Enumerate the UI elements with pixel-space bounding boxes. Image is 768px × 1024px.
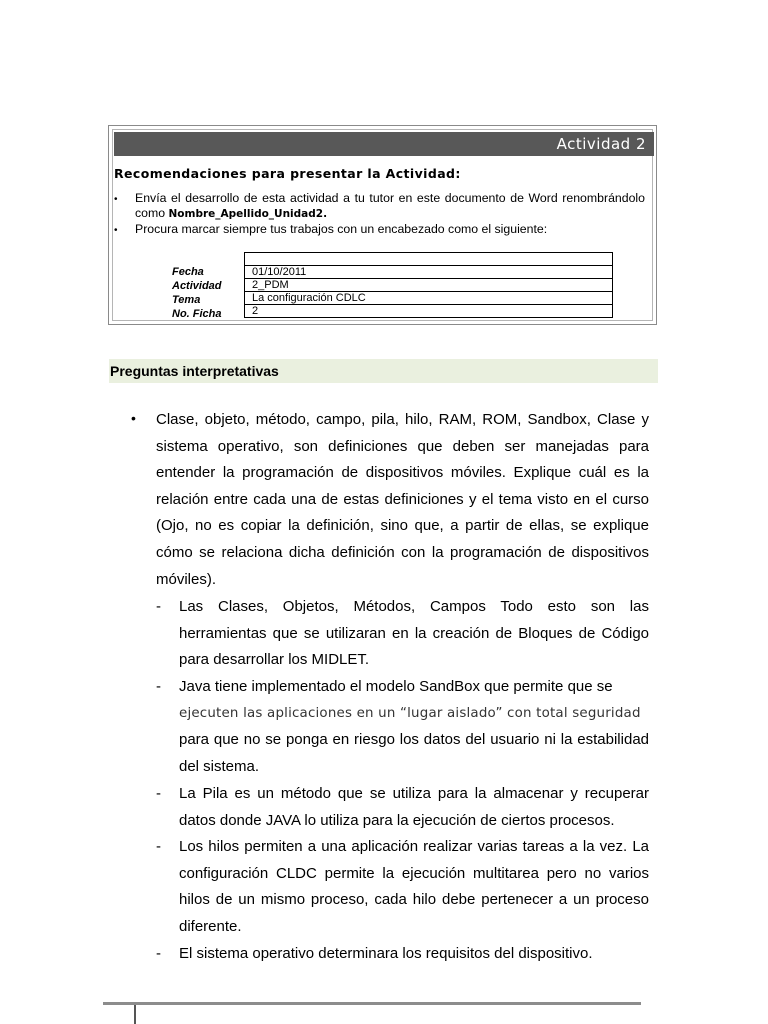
- header-labels: [172, 265, 222, 321]
- answer-item-2-line-2: ejecuten las aplicaciones en un “lugar aislado” con total seguridad: [179, 705, 641, 721]
- recommendation-item-2: Procura marcar siempre tus trabajos con un encabezado como el siguiente:: [135, 222, 548, 236]
- recommendation-filename: Nombre_Apellido_Unidad2.: [168, 208, 328, 220]
- bullet-icon: •: [131, 410, 136, 426]
- header-label-tema: Tema: [172, 294, 201, 306]
- dash-icon: -: [156, 598, 161, 615]
- footer-rule: [103, 1002, 641, 1005]
- table-row: [245, 279, 613, 292]
- header-cell-actividad: 2_PDM: [245, 279, 613, 292]
- answer-item-2: [179, 674, 649, 780]
- header-label-ficha: No. Ficha: [172, 308, 222, 320]
- table-row: [245, 253, 613, 266]
- table-row: [245, 266, 613, 279]
- answer-item-5: El sistema operativo determinara los requisitos del dispositivo.: [179, 945, 593, 962]
- header-cell-tema: La configuración CDLC: [245, 292, 613, 305]
- recommendation-item-1: [135, 191, 645, 222]
- dash-icon: -: [156, 838, 161, 855]
- header-label-fecha: Fecha: [172, 266, 204, 278]
- dash-icon: -: [156, 678, 161, 695]
- header-label-actividad: Actividad: [172, 280, 222, 292]
- header-cell-ficha: 2: [245, 305, 613, 318]
- bullet-icon: •: [114, 194, 118, 205]
- answer-item-2-line-1: Java tiene implementado el modelo SandBox que permite que se: [179, 678, 613, 695]
- answer-item-4: Los hilos permiten a una aplicación realizar varias tareas a la vez. La configuración CLDC permite la ejecución multitarea pero no varios hilos de un mismo proceso, cada hilo debe pertenecer a un proceso diferente.: [179, 838, 649, 935]
- table-row: [245, 292, 613, 305]
- section-title: Preguntas interpretativas: [110, 363, 279, 379]
- table-row: [245, 305, 613, 318]
- dash-icon: -: [156, 785, 161, 802]
- answer-item-1: Las Clases, Objetos, Métodos, Campos Todo esto son las herramientas que se utilizaran en la creación de Bloques de Código para desarrollar los MIDLET.: [179, 598, 649, 669]
- recommendation-item-1-text: Envía el desarrollo de esta actividad a tu tutor en este documento de Word renombrándolo como: [135, 191, 645, 220]
- answer-item-3: La Pila es un método que se utiliza para la almacenar y recuperar datos donde JAVA lo utiliza para la ejecución de ciertos procesos.: [179, 785, 649, 829]
- question-text: Clase, objeto, método, campo, pila, hilo, RAM, ROM, Sandbox, Clase y sistema operativo, son definiciones que deben ser manejadas para entender la programación de dispositivos móviles. Explique cuál es la relación entre cada una de estas definiciones y el tema visto en el curso (Ojo, no es copiar la definición, sino que, a partir de ellas, se explique cómo se relaciona dicha definición con la programación de dispositivos móviles).: [156, 411, 649, 588]
- answer-item-2-rest: para que no se ponga en riesgo los datos del usuario ni la estabilidad del sistema.: [179, 731, 649, 775]
- recommendations-title: Recomendaciones para presentar la Actividad:: [114, 166, 461, 181]
- header-cell-empty: [245, 253, 613, 266]
- footer-divider: [134, 1005, 136, 1024]
- header-cell-fecha: 01/10/2011: [245, 266, 613, 279]
- header-table: [244, 252, 613, 318]
- activity-banner: Actividad 2: [114, 132, 654, 156]
- bullet-icon: •: [114, 225, 118, 236]
- dash-icon: -: [156, 945, 161, 962]
